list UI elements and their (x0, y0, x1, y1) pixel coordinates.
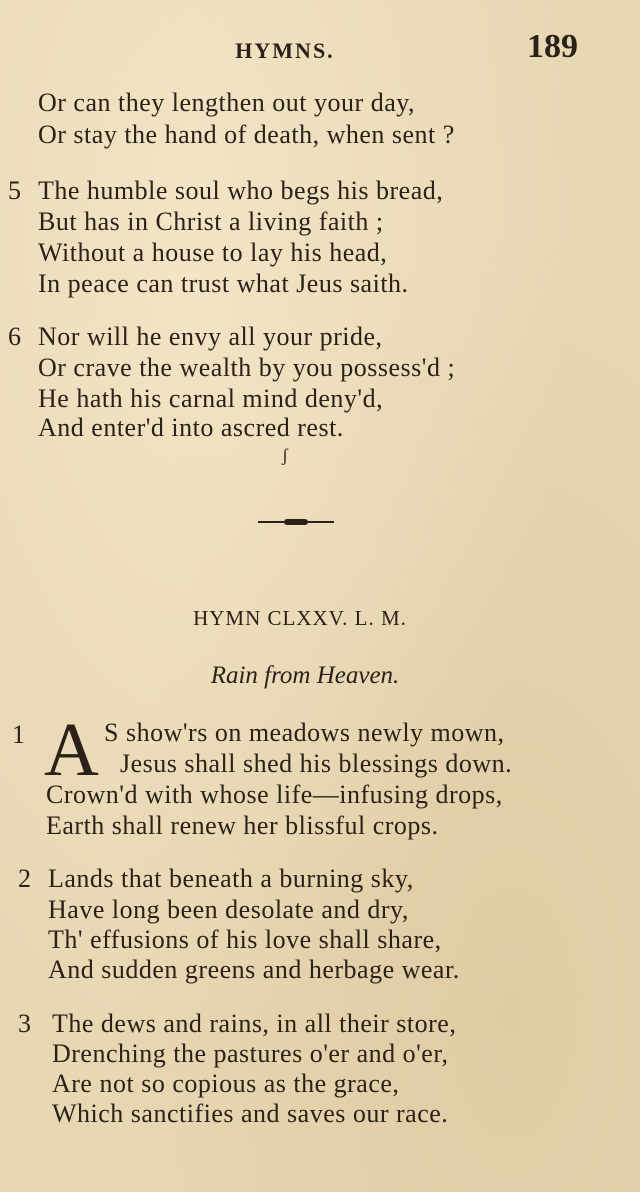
verse-line: He hath his carnal mind deny'd, (38, 384, 384, 413)
verse-line: Are not so copious as the grace, (52, 1069, 400, 1098)
verse-line: S show'rs on meadows newly mown, (104, 718, 505, 747)
verse-number: 5 (8, 176, 21, 205)
verse-line: And sudden greens and herbage wear. (48, 955, 460, 984)
verse-line: Earth shall renew her blissful crops. (46, 811, 439, 840)
verse-line: Lands that beneath a burning sky, (48, 864, 414, 893)
verse-line: Or crave the wealth by you possess'd ; (38, 353, 456, 382)
verse-line: Crown'd with whose life—infusing drops, (46, 780, 503, 809)
verse-line: Or can they lengthen out your day, (38, 88, 416, 117)
verse-line: But has in Christ a living faith ; (38, 207, 384, 236)
verse-line: The humble soul who begs his bread, (38, 176, 444, 205)
hymn-title: HYMN CLXXV. L. M. (193, 606, 407, 630)
verse-number: 2 (18, 864, 31, 893)
drop-cap: A (44, 708, 99, 792)
divider-ornament (258, 519, 334, 525)
hymn-subtitle: Rain from Heaven. (210, 662, 400, 689)
verse-line: And enter'd into ascred rest. (38, 413, 344, 442)
verse-line: In peace can trust what Jeus saith. (38, 269, 409, 298)
verse-line: Jesus shall shed his blessings down. (120, 749, 513, 778)
verse-line: Drenching the pastures o'er and o'er, (52, 1039, 449, 1068)
page-number: 189 (527, 28, 578, 65)
verse-line: Which sanctifies and saves our race. (52, 1099, 449, 1128)
verse-line: Nor will he envy all your pride, (38, 322, 383, 351)
verse-number: 1 (12, 720, 25, 749)
verse-line: Have long been desolate and dry, (48, 895, 409, 924)
verse-line: Or stay the hand of death, when sent ? (38, 120, 455, 149)
verse-number: 6 (8, 322, 21, 351)
verse-line: The dews and rains, in all their store, (52, 1009, 457, 1038)
verse-line: Without a house to lay his head, (38, 238, 388, 267)
verse-line: Th' effusions of his love shall share, (48, 925, 442, 954)
verse-number: 3 (18, 1009, 31, 1038)
running-title: HYMNS. (235, 38, 335, 63)
printer-mark: ʃ (282, 445, 288, 465)
